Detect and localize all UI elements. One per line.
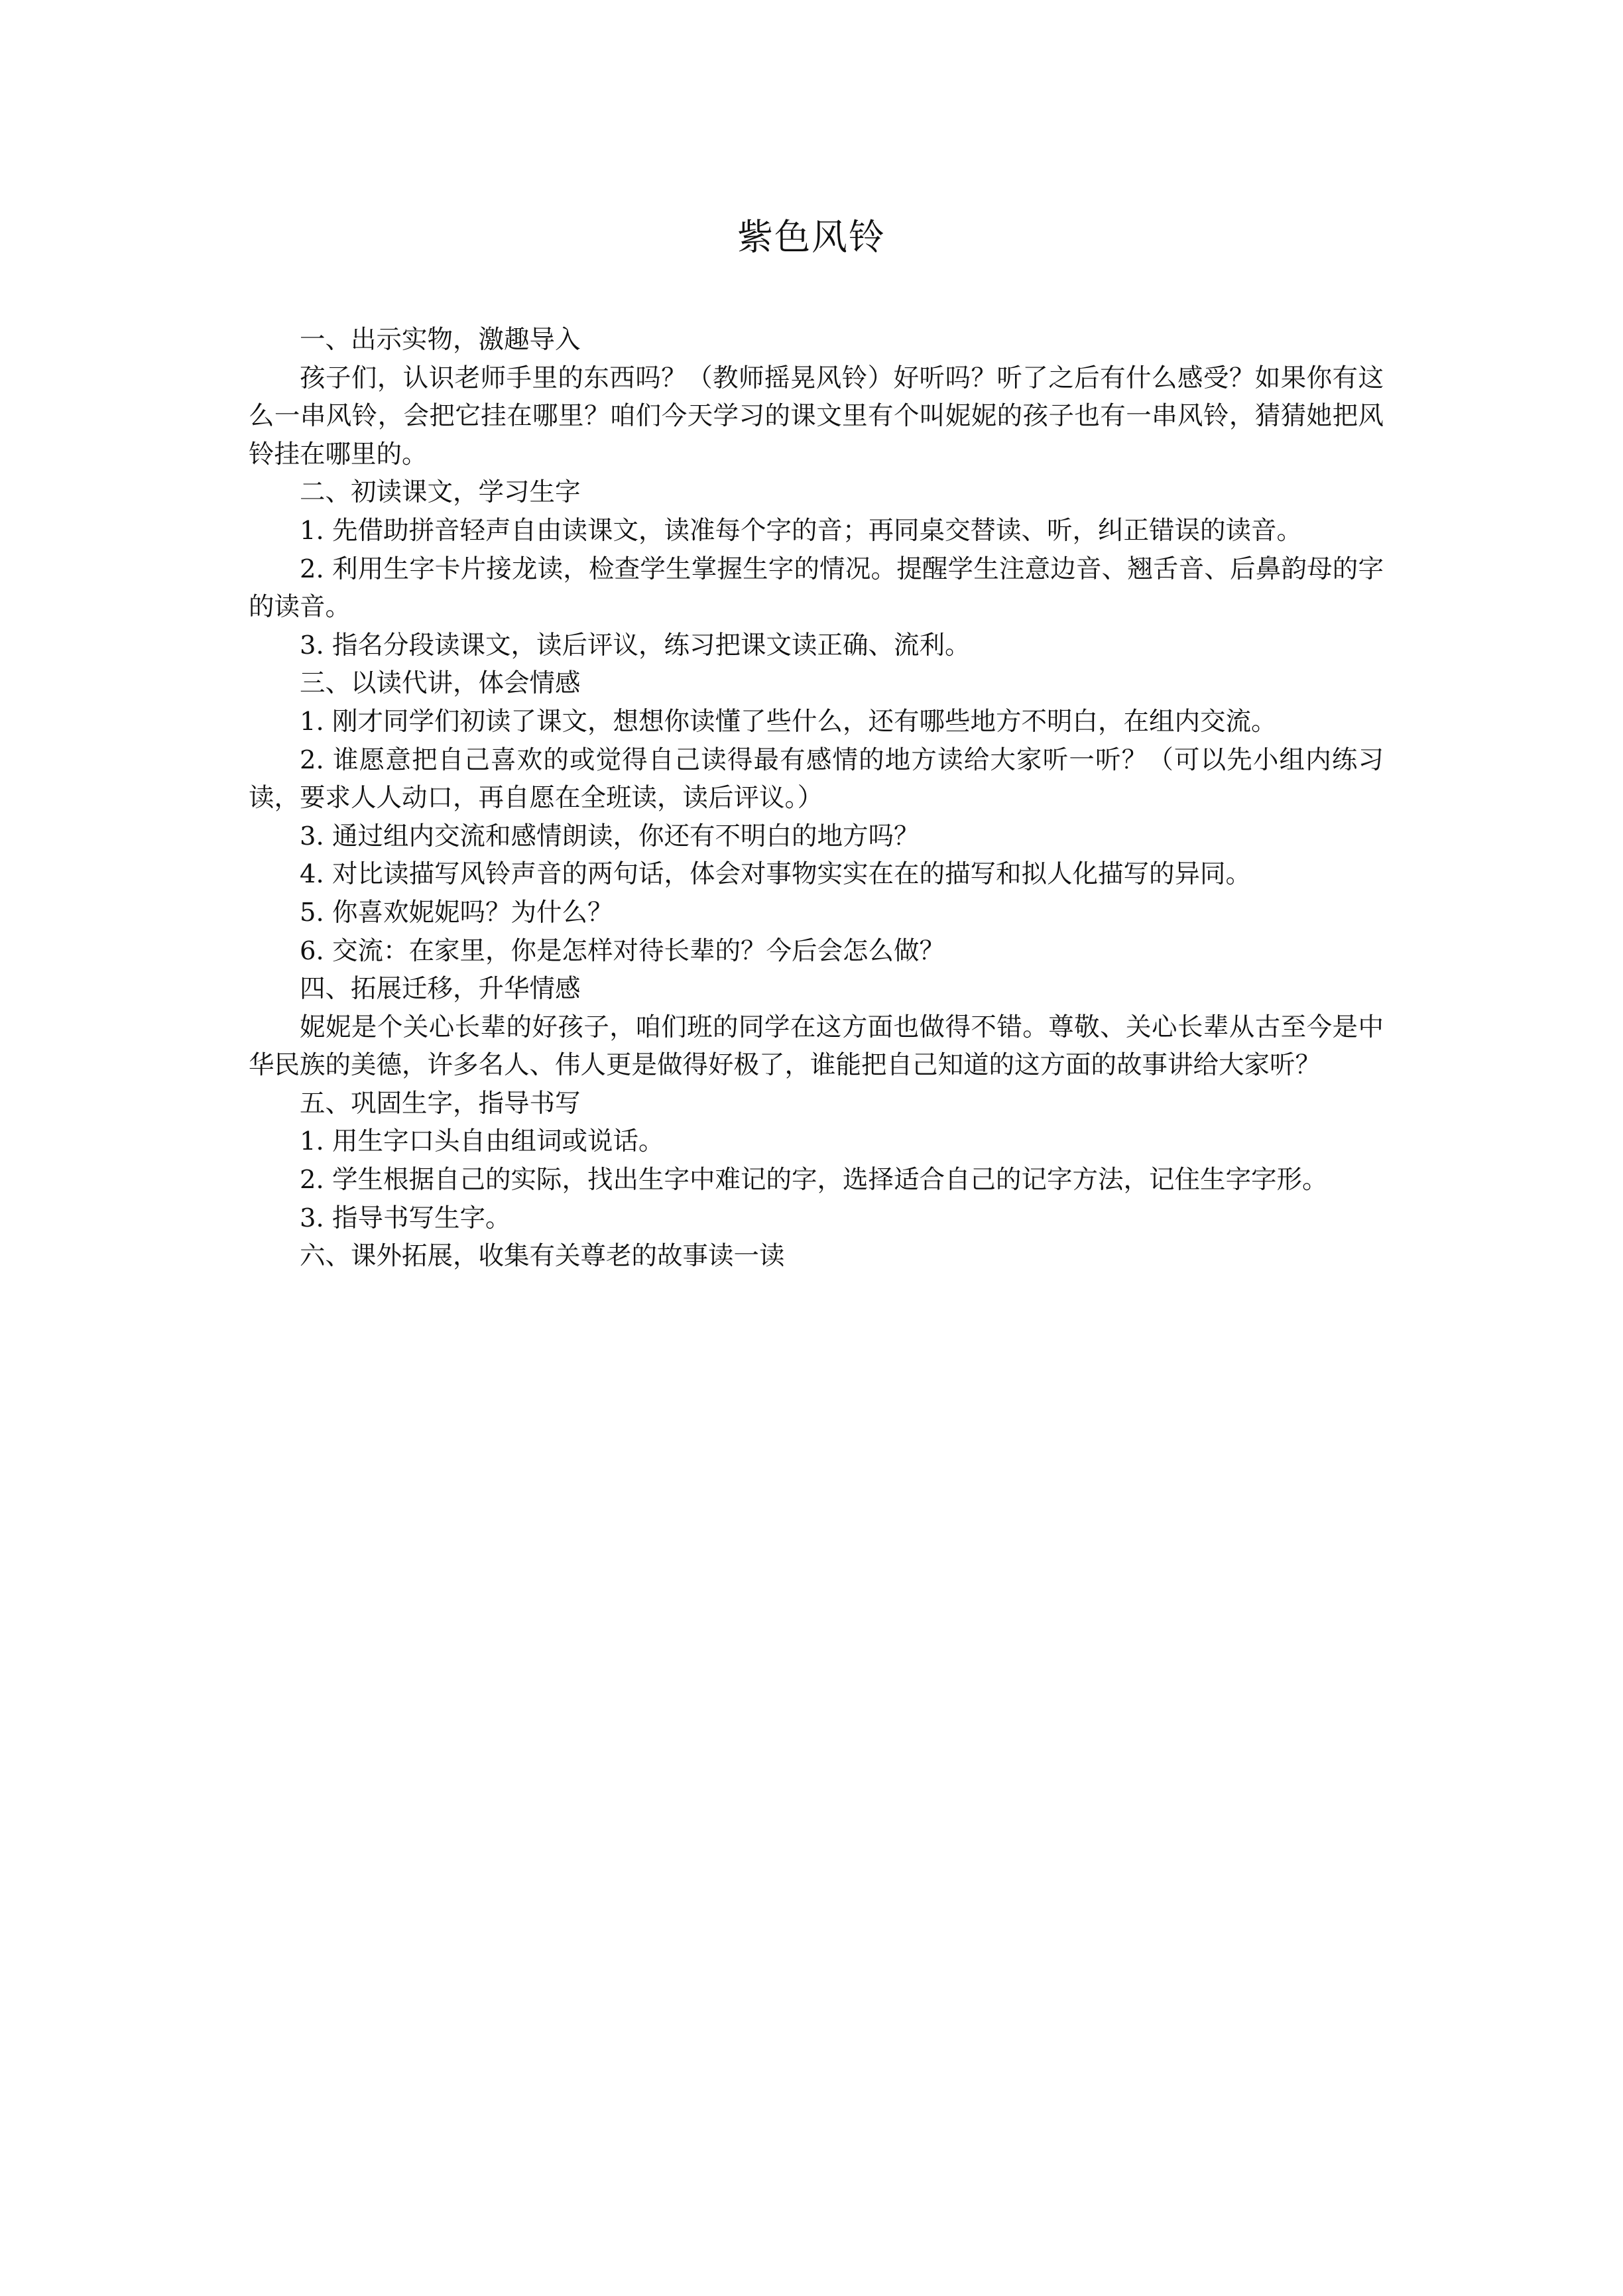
list-item: 1. 用生字口头自由组词或说话。 <box>300 1126 664 1157</box>
list-item: 2. 谁愿意把自己喜欢的或觉得自己读得最有感情的地方读给大家听一听？（可以先小组内练习读，要求人人动口，再自愿在全班读，读后评议。） <box>249 745 1384 814</box>
list-item: 6. 交流：在家里，你是怎样对待长辈的？今后会怎么做？ <box>300 936 945 966</box>
section-heading-6: 六、课外拓展，收集有关尊老的故事读一读 <box>300 1241 785 1272</box>
paragraph: 妮妮是个关心长辈的好孩子，咱们班的同学在这方面也做得不错。尊敬、关心长辈从古至今是中华民族的美德，许多名人、伟人更是做得好极了，谁能把自己知道的这方面的故事讲给大家听？ <box>249 1012 1384 1081</box>
list-item: 2. 利用生字卡片接龙读，检查学生掌握生字的情况。提醒学生注意边音、翘舌音、后鼻韵母的字的读音。 <box>249 554 1384 623</box>
section-heading-3: 三、以读代讲，体会情感 <box>300 668 581 699</box>
list-item: 3. 指导书写生字。 <box>300 1203 511 1233</box>
document-body <box>249 321 1384 1276</box>
section-heading-4: 四、拓展迁移，升华情感 <box>300 974 581 1004</box>
list-item: 1. 先借助拼音轻声自由读课文，读准每个字的音；再同桌交替读、听，纠正错误的读音。 <box>300 515 1302 546</box>
section-heading-2: 二、初读课文，学习生字 <box>300 477 581 508</box>
list-item: 1. 刚才同学们初读了课文，想想你读懂了些什么，还有哪些地方不明白，在组内交流。 <box>300 706 1277 737</box>
section-heading-5: 五、巩固生字，指导书写 <box>300 1088 581 1118</box>
list-item: 4. 对比读描写风铃声音的两句话，体会对事物实实在在的描写和拟人化描写的异同。 <box>300 859 1251 890</box>
list-item: 5. 你喜欢妮妮吗？为什么？ <box>300 897 613 928</box>
section-heading-1: 一、出示实物，激趣导入 <box>300 325 581 355</box>
paragraph: 孩子们，认识老师手里的东西吗？（教师摇晃风铃）好听吗？听了之后有什么感受？如果你有这么一串风铃，会把它挂在哪里？咱们今天学习的课文里有个叫妮妮的孩子也有一串风铃，猜猜她把风铃挂在哪里的。 <box>249 363 1384 469</box>
list-item: 2. 学生根据自己的实际，找出生字中难记的字，选择适合自己的记字方法，记住生字字形。 <box>300 1165 1328 1195</box>
list-item: 3. 通过组内交流和感情朗读，你还有不明白的地方吗？ <box>300 821 920 851</box>
document-title: 紫色风铃 <box>737 216 886 258</box>
list-item: 3. 指名分段读课文，读后评议，练习把课文读正确、流利。 <box>300 630 971 660</box>
